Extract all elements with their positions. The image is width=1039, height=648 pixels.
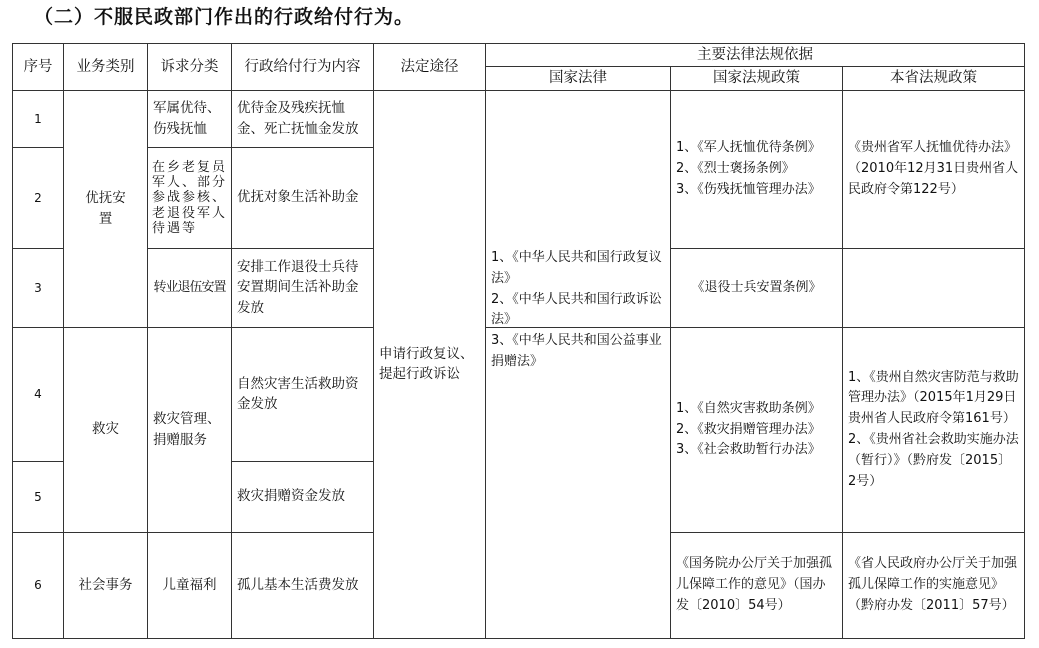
claim-cell: 儿童福利 (148, 532, 232, 638)
header-national-regulation: 国家法规政策 (671, 67, 843, 90)
claim-cell: 军属优待、伤残抚恤 (148, 90, 232, 147)
content-cell: 孤儿基本生活费发放 (232, 532, 374, 638)
content-cell: 优抚对象生活补助金 (232, 147, 374, 248)
row-seq: 6 (13, 532, 64, 638)
header-legal-route: 法定途径 (374, 44, 486, 91)
business-type-label: 优抚安置 (85, 190, 126, 227)
header-national-law: 国家法律 (486, 67, 671, 90)
row-seq: 1 (13, 90, 64, 147)
header-business-type: 业务类别 (64, 44, 148, 91)
row-seq: 4 (13, 327, 64, 461)
content-cell: 安排工作退役士兵待安置期间生活补助金发放 (232, 248, 374, 327)
administrative-payment-table (12, 43, 1025, 639)
row-seq: 5 (13, 461, 64, 532)
provincial-regulation-youfu: 《贵州省军人抚恤优待办法》（2010年12月31日贵州省人民政府令第122号） (843, 90, 1025, 248)
claim-cell: 转业退伍安置 (148, 248, 232, 327)
national-law-cell (486, 249, 671, 638)
national-regulation-text: 1、《军人抚恤优待条例》 2、《烈士褒扬条例》 3、《伤残抚恤管理办法》 (676, 140, 821, 197)
row-seq: 3 (13, 248, 64, 327)
content-cell: 优待金及残疾抚恤金、死亡抚恤金发放 (232, 90, 374, 147)
header-legal-basis: 主要法律法规依据 (486, 44, 1025, 67)
national-regulation-youfu (671, 90, 843, 248)
header-seq: 序号 (13, 44, 64, 91)
national-regulation-tuiyi: 《退役士兵安置条例》 (671, 248, 843, 327)
claim-cell: 在乡老复员军人、部分参战参核、老退役军人待遇等 (148, 147, 232, 248)
claim-cell: 救灾管理、捐赠服务 (148, 327, 232, 532)
provincial-regulation-text: 1、《贵州自然灾害防范与救助管理办法》（2015年1月29日贵州省人民政府令第161号） 2、《贵州省社会救助实施办法（暂行）》（黔府发〔2015〕2号） (848, 369, 1019, 489)
national-regulation-jiuzai (671, 327, 843, 532)
national-regulation-text: 1、《自然灾害救助条例》 2、《救灾捐赠管理办法》 3、《社会救助暂行办法》 (676, 400, 821, 458)
national-regulation-guer: 《国务院办公厅关于加强孤儿保障工作的意见》（国办发〔2010〕54号） (671, 532, 843, 638)
national-law-text: 1、《中华人民共和国行政复议法》 2、《中华人民共和国行政诉讼法》 3、《中华人民共和国公益事业捐赠法》 (491, 249, 662, 369)
section-heading: （二）不服民政部门作出的行政给付行为。 (34, 6, 415, 28)
business-type-youfu (64, 90, 148, 327)
header-claim-type: 诉求分类 (148, 44, 232, 91)
row-seq: 2 (13, 147, 64, 248)
provincial-regulation-jiuzai (843, 327, 1025, 532)
business-type-shehui: 社会事务 (64, 532, 148, 638)
content-cell: 自然灾害生活救助资金发放 (232, 327, 374, 461)
legal-route-cell: 申请行政复议、提起行政诉讼 (374, 90, 486, 638)
header-provincial-regulation: 本省法规政策 (843, 67, 1025, 90)
business-type-jiuzai: 救灾 (64, 327, 148, 532)
content-cell: 救灾捐赠资金发放 (232, 461, 374, 532)
provincial-regulation-guer: 《省人民政府办公厅关于加强孤儿保障工作的实施意见》（黔府办发〔2011〕57号） (843, 532, 1025, 638)
provincial-regulation-empty (843, 248, 1025, 327)
header-act-content: 行政给付行为内容 (232, 44, 374, 91)
